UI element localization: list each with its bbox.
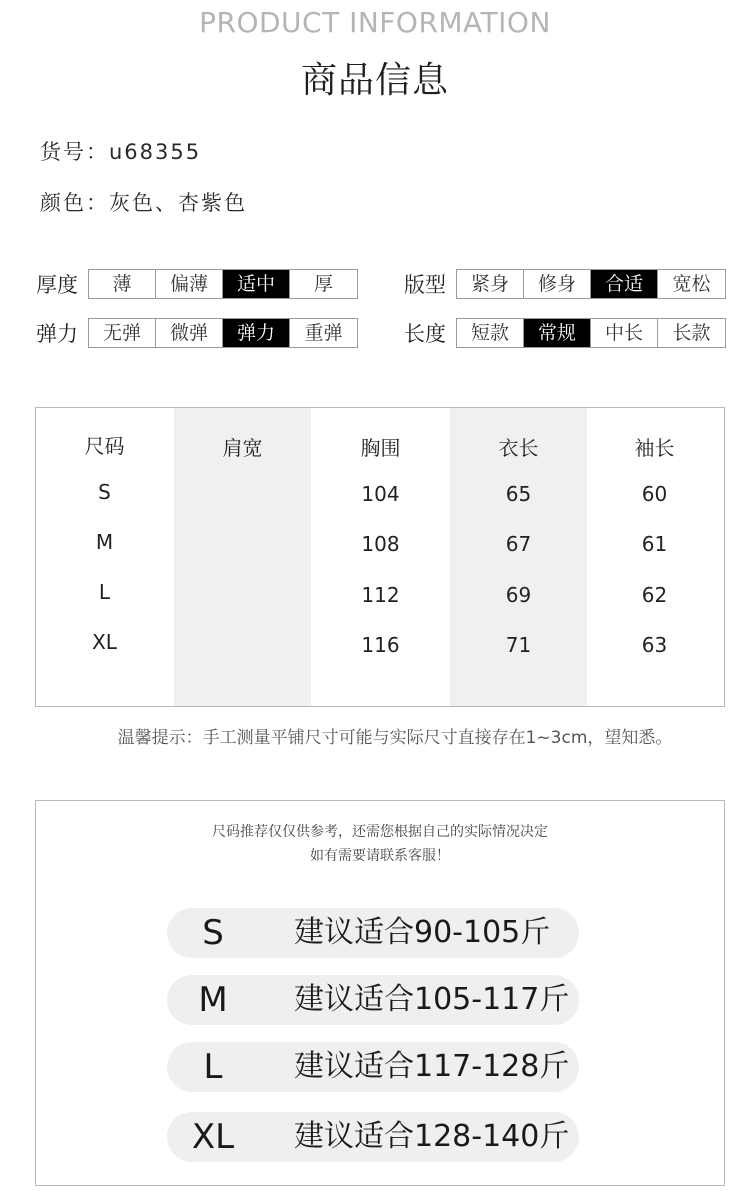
pill-size: M: [198, 980, 228, 1020]
pill-text: 建议适合128-140斤: [294, 1119, 570, 1154]
column-header: 尺码: [84, 434, 125, 458]
column-header: 袖长: [634, 436, 675, 460]
elasticity-option-selected: 弹力: [223, 319, 290, 347]
elasticity-row: [36, 318, 358, 348]
size-cell: M: [95, 530, 114, 554]
chest-cell: 104: [361, 482, 400, 506]
length-cell: 71: [505, 633, 532, 657]
fit-option: 紧身: [457, 270, 524, 298]
length-column: [450, 408, 587, 706]
sleeve-column: [586, 408, 723, 706]
thickness-label: 厚度: [36, 273, 78, 297]
thickness-option-selected: 适中: [223, 270, 290, 298]
length-row: [404, 318, 726, 348]
recommendation-pill: [167, 1112, 579, 1162]
pill-text: 建议适合90-105斤: [294, 915, 551, 950]
length-cell: 69: [505, 583, 532, 607]
elasticity-options: [88, 318, 358, 348]
fit-option: 修身: [524, 270, 591, 298]
fit-option-selected: 合适: [591, 270, 658, 298]
measurement-note: 温馨提示：手工测量平铺尺寸可能与实际尺寸直接存在1~3cm，望知悉。: [117, 728, 673, 748]
length-options: [456, 318, 726, 348]
thickness-option: 厚: [313, 273, 333, 295]
length-option-selected: 常规: [524, 319, 591, 347]
elasticity-option: 无弹: [89, 319, 156, 347]
elasticity-label: 弹力: [36, 322, 78, 346]
length-cell: 65: [505, 482, 532, 506]
chest-column: [312, 408, 449, 706]
recommendation-pill: [167, 908, 579, 958]
pill-size: S: [202, 913, 224, 953]
size-cell: L: [98, 580, 111, 604]
size-cell: S: [98, 480, 111, 504]
size-table: [35, 407, 725, 707]
fit-label: 版型: [404, 273, 446, 297]
column-header: 衣长: [498, 436, 539, 460]
color-label: 颜色：: [40, 191, 109, 215]
fit-options: [456, 269, 726, 299]
length-option: 短款: [457, 319, 524, 347]
thickness-row: [36, 269, 358, 299]
fit-row: [404, 269, 726, 299]
chest-cell: 116: [361, 633, 400, 657]
pill-size: L: [203, 1047, 223, 1087]
item-number-value: u68355: [109, 140, 202, 164]
chest-cell: 112: [361, 583, 400, 607]
fit-option: 宽松: [672, 273, 711, 295]
thickness-options: [88, 269, 358, 299]
header-title-en: PRODUCT INFORMATION: [199, 6, 551, 39]
recommendation-note: 如有需要请联系客服！: [310, 848, 450, 864]
sleeve-cell: 62: [641, 583, 668, 607]
header-title-cn: 商品信息: [300, 60, 449, 101]
shoulder-column: [174, 408, 311, 706]
chest-cell: 108: [361, 532, 400, 556]
thickness-option: 偏薄: [156, 270, 223, 298]
pill-text: 建议适合117-128斤: [294, 1049, 570, 1084]
column-header: 肩宽: [222, 436, 263, 460]
item-number-line: [40, 136, 201, 166]
sleeve-cell: 60: [641, 482, 668, 506]
length-option: 中长: [591, 319, 658, 347]
length-option: 长款: [672, 322, 711, 344]
color-value: 灰色、杏紫色: [109, 191, 247, 215]
thickness-option: 薄: [89, 270, 156, 298]
recommendation-pill: [167, 975, 579, 1025]
size-column: [36, 408, 173, 706]
column-header: 胸围: [360, 436, 401, 460]
pill-text: 建议适合105-117斤: [294, 982, 570, 1017]
elasticity-option: 重弹: [304, 322, 343, 344]
sleeve-cell: 63: [641, 633, 668, 657]
sleeve-cell: 61: [641, 532, 668, 556]
size-recommendation-box: [35, 800, 725, 1186]
length-label: 长度: [404, 322, 446, 346]
recommendation-pill: [167, 1042, 579, 1092]
item-number-label: 货号：: [40, 140, 109, 164]
elasticity-option: 微弹: [156, 319, 223, 347]
recommendation-note: 尺码推荐仅仅供参考，还需您根据自己的实际情况决定: [212, 824, 548, 840]
pill-size: XL: [191, 1117, 235, 1157]
size-cell: XL: [92, 630, 117, 654]
color-line: [40, 187, 247, 217]
length-cell: 67: [505, 532, 532, 556]
